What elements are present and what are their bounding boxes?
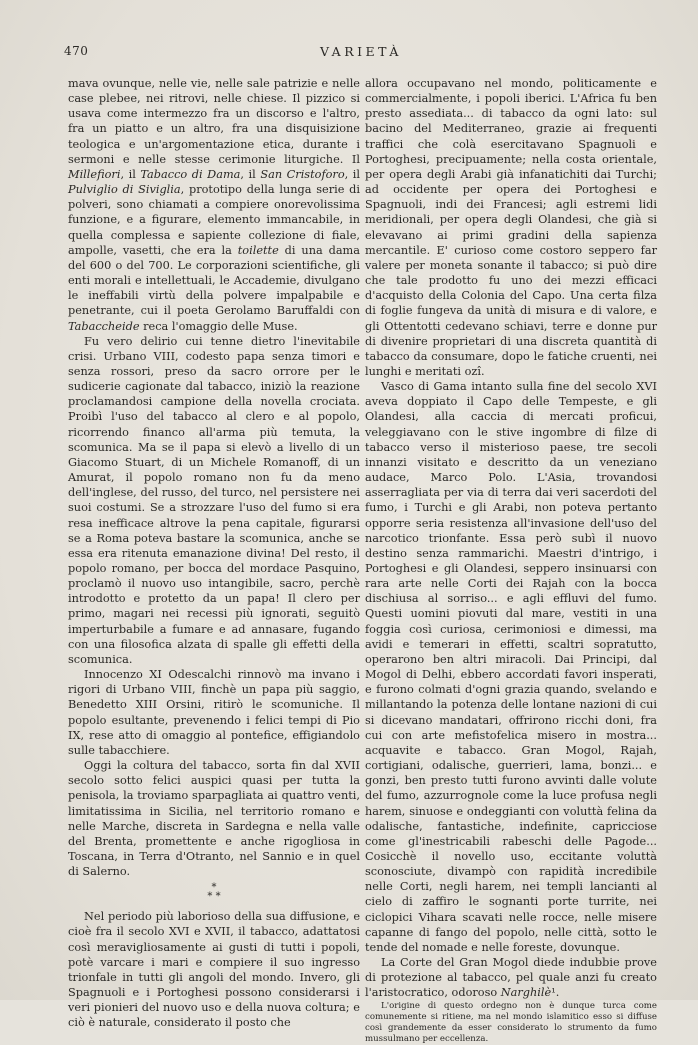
- paragraph: La Corte del Gran Mogol diede indubbie prove di protezione al tabacco, pel quale anzi fu creato l'aristocratico, odoroso Narghilè¹.: [365, 956, 657, 1000]
- footnote: L'origine di questo ordegno non è dunque turca come comunemente si ritiene, ma nel mondo islamitico esso si diffuse così grandemente da esser considerato lo strumento da fumo mussulmano per eccellenza.: [365, 1000, 657, 1044]
- section-asterism: * * *: [207, 882, 221, 903]
- right-column: [365, 76, 657, 1045]
- left-column: [68, 76, 360, 1031]
- paragraph: Fu vero delirio cui tenne dietro l'inevitabile crisi. Urbano VIII, codesto papa senza timori e senza rossori, preso da sacro orrore per le sudicerie cagionate dal tabacco, iniziò la reazione proclamandosi campione della novella crociata. Proibì l'uso del tabacco al clero e al popolo, ricorrendo financo all'arma più temuta, la scomunica. Ma se il papa si elevò a livello di un Giacomo Stuart, di un Michele Romanoff, di un Amurat, il popolo romano non fu da meno dell'inglese, del russo, del turco, nel persistere nei suoi costumi. Se a strozzare l'uso del fumo si era resa inefficace altrove la pena capitale, figurarsi se a Roma poteva bastare la scomunica, anche se essa era ritenuta emanazione divina! Del resto, il popolo romano, per bocca del mordace Pasquino, proclamò il nuovo uso intangibile, sacro, perchè introdotto e protetto da un papa! Il clero per primo, magari nei recessi più ignorati, seguitò imperturbabile a fumare e ad annasare, fugando con una filosofica alzata di spalle gli effetti della scomunica.: [68, 334, 360, 666]
- page-number: 470: [64, 44, 89, 58]
- footnote-marker: ¹: [551, 986, 556, 1000]
- paragraph: Nel periodo più laborioso della sua diffusione, e cioè fra il secolo XVI e XVII, il tabacco, adattatosi così meravigliosamente ai gusti di tutti i popoli, potè varcare i mari e compiere il suo ingresso trionfale in tutti gli angoli del mondo. Invero, gli Spagnuoli e i Portoghesi possono considerarsi i veri pionieri del nuovo uso e della nuova coltura; e ciò è naturale, considerato il posto che: [68, 910, 360, 1030]
- paragraph: Vasco di Gama intanto sulla fine del secolo XVI aveva doppiato il Capo delle Tempeste, e gli Olandesi, alla caccia di mercati proficui, veleggiavano con le stive ingombre di filze di tabacco verso il misterioso paese, tre secoli innanzi visitato e descritto da un veneziano audace, Marco Polo. L'Asia, trovandosi asserragliata per via di terra dai veri sacerdoti del fumo, i Turchi e gli Arabi, non poteva pertanto opporre seria resistenza all'invasione dell'uso del narcotico trionfante. Essa però subì il nuovo destino senza rammarichi. Maestri d'intrigo, i Portoghesi e gli Olandesi, seppero insinuarsi con rara arte nelle Corti dei Rajah con la bocca dischiusa al sorriso... e agli effluvi del fumo. Questi uomini piovuti dal mare, vestiti in una foggia così curiosa, cerimoniosi e dimessi, ma avidi e temerari in effetti, scaltri sopratutto, operarono ben altri miracoli. Dai Principi, dal Mogol di Delhi, ebbero accordati favori insperati, e furono colmati d'ogni grazia quando, svelando e millantando la potenza delle lontane nazioni di cui si dicevano mandatari, offrirono ricchi doni, fra cui con arte mefistofelica misero in mostra... acquavite e tabacco. Gran Mogol, Rajah, cortigiani, odalische, guerrieri, lama, bonzi... e gonzi, ben presto tutti furono avvinti dalle volute del fumo, azzurrognole come la luce profusa negli harem, sinuose e ondeggianti con voluttà felina da odalische, fantastiche, indefinite, capricciose come gl'inestricabili rabeschi delle Pagode... Cosicchè il novello uso, eccitante voluttà sconosciute, divampò con rapidità incredibile nelle Corti, negli harem, nei templi lancianti al cielo di zaffiro le sognanti porte turrite, nei ciclopici Vihara scavati nelle rocce, nelle misere capanne di fango del popolo, nelle città, sotto le tende del nomade e nelle foreste, dovunque.: [365, 380, 657, 954]
- paragraph: mava ovunque, nelle vie, nelle sale patrizie e nelle case plebee, nei ritrovi, nelle chiese. Il pizzico si usava come intermezzo fra un discorso e l'altro, fra un piatto e un altro, fra una disquisizione teologica e un'argomentazione etica, durante i sermoni e nelle stesse cerimonie liturgiche. Il Millefiori, il Tabacco di Dama, il San Cristoforo, il Pulviglio di Siviglia, prototipo della lunga serie di polveri, sono chiamati a compiere onorevolissima funzione, e a figurare, elemento immancabile, in quella complessa e sapiente collezione di fiale, ampolle, vasetti, che era la toilette di una dama del 600 o del 700. Le corporazioni scientifiche, gli enti morali e intellettuali, le Accademie, divulgano le ineffabili virtù della polvere impalpabile e penetrante, cui il poeta Gerolamo Baruffaldi con Tabaccheide reca l'omaggio delle Muse.: [68, 77, 361, 333]
- paragraph: allora occupavano nel mondo, politicamente e commercialmente, i popoli iberici. L'Africa fu ben presto assediata... di tabacco da ogni lato: sul bacino del Mediterraneo, grazie ai frequenti traffici che colà esercitavano Spagnuoli e Portoghesi, precipuamente; nella costa orientale, per opera degli Arabi già infanatichiti dai Turchi; ad occidente per opera dei Portoghesi e Spagnuoli, indi dei Francesi; agli estremi lidi meridionali, per opera degli Olandesi, che già si elevavano ai primi gradini della sapienza mercantile. E' curioso come costoro seppero far valere per moneta sonante il tabacco; si può dire che tale prodotto fu uno dei mezzi efficaci d'acquisto della Colonia del Capo. Una certa filza di foglie fungeva da unità di misura e di valore, e gli Ottentotti cedevano schiavi, terre e donne pur di divenire proprietari di una discreta quantità di tabacco da consumare, dopo le fatiche cruenti, nei lunghi e meritati ozî.: [365, 77, 657, 378]
- paragraph: Innocenzo XI Odescalchi rinnovò ma invano i rigori di Urbano VIII, finchè un papa più saggio, Benedetto XIII Orsini, ritirò le scomuniche. Il popolo esultante, prevenendo i felici tempi di Pio IX, rese atto di omaggio al pontefice, effigiandolo sulle tabacchiere.: [68, 668, 360, 757]
- running-title: VARIETÀ: [320, 44, 402, 59]
- paragraph: Oggi la coltura del tabacco, sorta fin dal XVII secolo sotto felici auspici quasi per tutta la penisola, la troviamo sparpagliata ai quattro venti, limitatissima in Sicilia, nel territorio romano e nelle Marche, discreta in Sardegna e nella valle del Brenta, promettente e anche rigogliosa in Toscana, in Terra d'Otranto, nel Sannio e in quel di Salerno.: [68, 759, 360, 879]
